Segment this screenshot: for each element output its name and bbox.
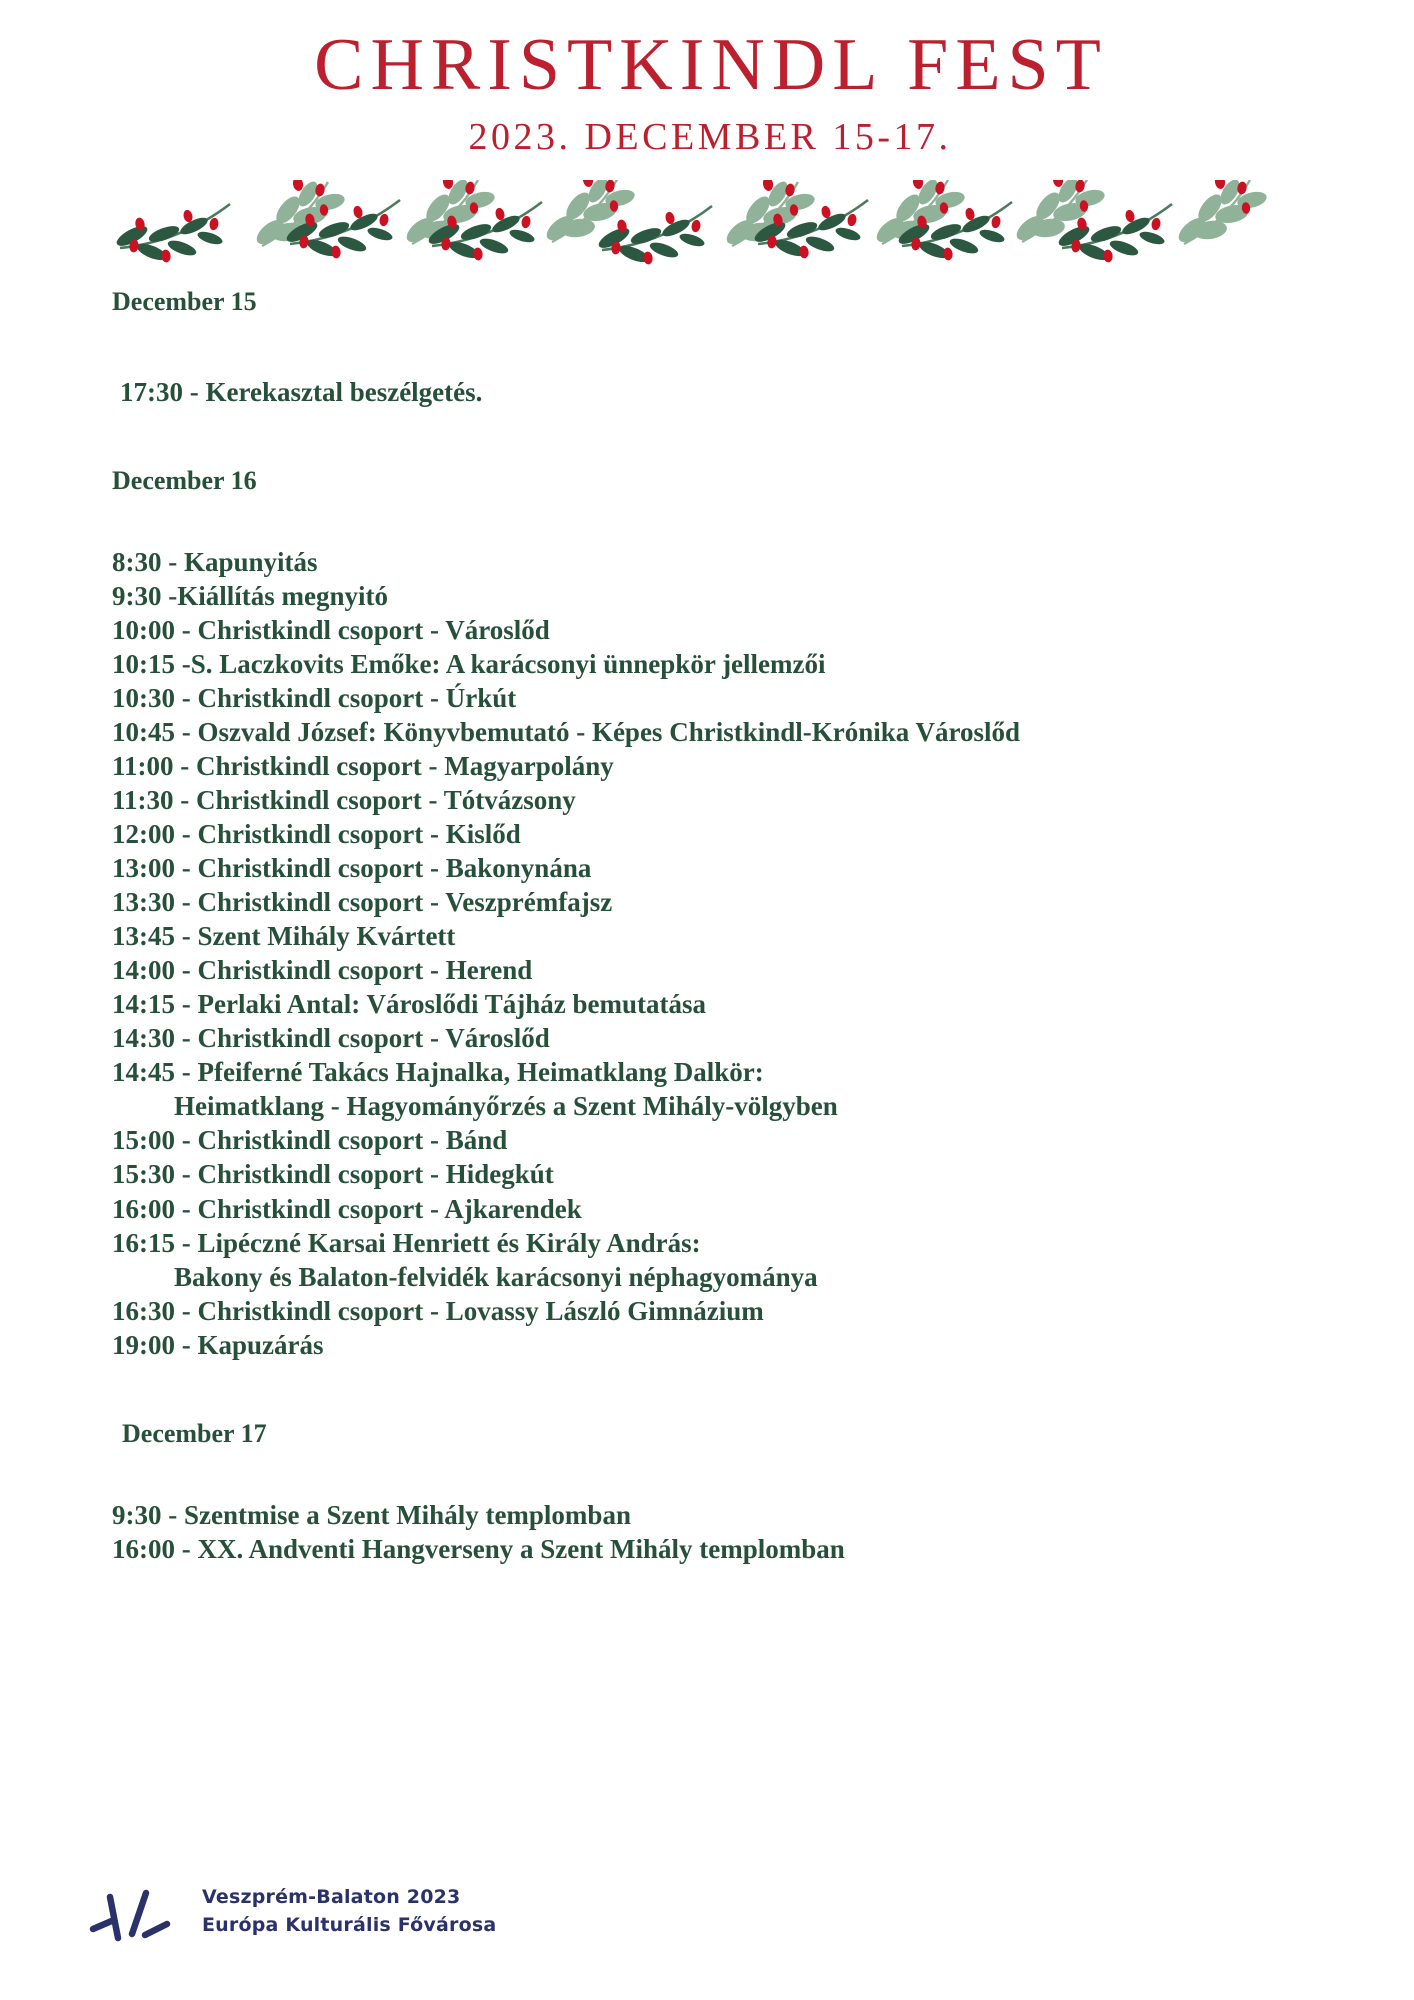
list-item: 13:00 - Christkindl csoport - Bakonynána [112,853,592,884]
list-item: 10:15 -S. Laczkovits Emőke: A karácsonyi ünnepkör jellemzői [112,649,826,680]
list-item: 10:00 - Christkindl csoport - Városlőd [112,615,550,646]
poster-subtitle: 2023. DECEMBER 15-17. [468,116,952,158]
list-item: 14:00 - Christkindl csoport - Herend [112,955,533,986]
day-heading-december-17: December 17 [122,1418,267,1448]
list-item: 10:45 - Oszvald József: Könyvbemutató - Képes Christkindl-Krónika Városlőd [112,717,1021,748]
footer-text [202,1883,496,1940]
event-list-december-15 [112,375,1414,409]
list-item-main: 16:15 - Lipéczné Karsai Henriett és Király András: [112,1227,701,1258]
list-item: 11:30 - Christkindl csoport - Tótvázsony [112,785,576,816]
list-item: 15:30 - Christkindl csoport - Hidegkút [112,1159,554,1190]
list-item: 9:30 - Szentmise a Szent Mihály templomban [112,1500,631,1531]
list-item [112,1226,1414,1294]
footer-line-2: Európa Kulturális Fővárosa [202,1914,497,1936]
list-item: 14:30 - Christkindl csoport - Városlőd [112,1023,550,1054]
footer-line-1: Veszprém-Balaton 2023 [202,1885,461,1908]
list-item: 10:30 - Christkindl csoport - Úrkút [112,683,517,714]
event-list-december-16 [112,545,1414,1361]
page-title: CHRISTKINDL FEST [314,24,1108,106]
list-item: 11:00 - Christkindl csoport - Magyarpolány [112,751,614,782]
list-item-continuation: Bakony és Balaton-felvidék karácsonyi néphagyománya [174,1261,818,1292]
list-item-continuation: Heimatklang - Hagyományőrzés a Szent Mihály-völgyben [174,1091,838,1122]
list-item: 15:00 - Christkindl csoport - Bánd [112,1125,508,1156]
spacer [112,1448,1414,1498]
poster-header [0,0,1414,156]
day-heading-december-16: December 16 [112,465,257,495]
garland-divider-icon [0,180,1414,270]
spacer [112,317,1414,375]
list-item: 16:00 - Christkindl csoport - Ajkarendek [112,1193,582,1224]
list-item: 12:00 - Christkindl csoport - Kislőd [112,819,521,850]
list-item: 13:45 - Szent Mihály Kvártett [112,921,456,952]
list-item: 19:00 - Kapuzárás [112,1329,324,1360]
list-item: 9:30 -Kiállítás megnyitó [112,581,388,612]
veszprem-balaton-spark-logo-icon [88,1880,174,1942]
event-list-december-17 [112,1498,1414,1566]
list-item: 13:30 - Christkindl csoport - Veszprémfajsz [112,887,613,918]
spacer [112,1362,1414,1420]
list-item: 16:30 - Christkindl csoport - Lovassy László Gimnázium [112,1295,764,1326]
spacer [112,495,1414,545]
footer [88,1880,496,1942]
list-item: 16:00 - XX. Andventi Hangverseny a Szent Mihály templomban [112,1534,845,1565]
spacer [112,409,1414,467]
list-item: 8:30 - Kapunyitás [112,547,318,578]
list-item [112,1055,1414,1123]
list-item: 17:30 - Kerekasztal beszélgetés. [120,376,483,407]
list-item: 14:15 - Perlaki Antal: Városlődi Tájház bemutatása [112,989,707,1020]
day-heading-december-15: December 15 [112,287,257,316]
schedule-body [0,270,1414,1566]
list-item-main: 14:45 - Pfeiferné Takács Hajnalka, Heimatklang Dalkör: [112,1057,764,1088]
